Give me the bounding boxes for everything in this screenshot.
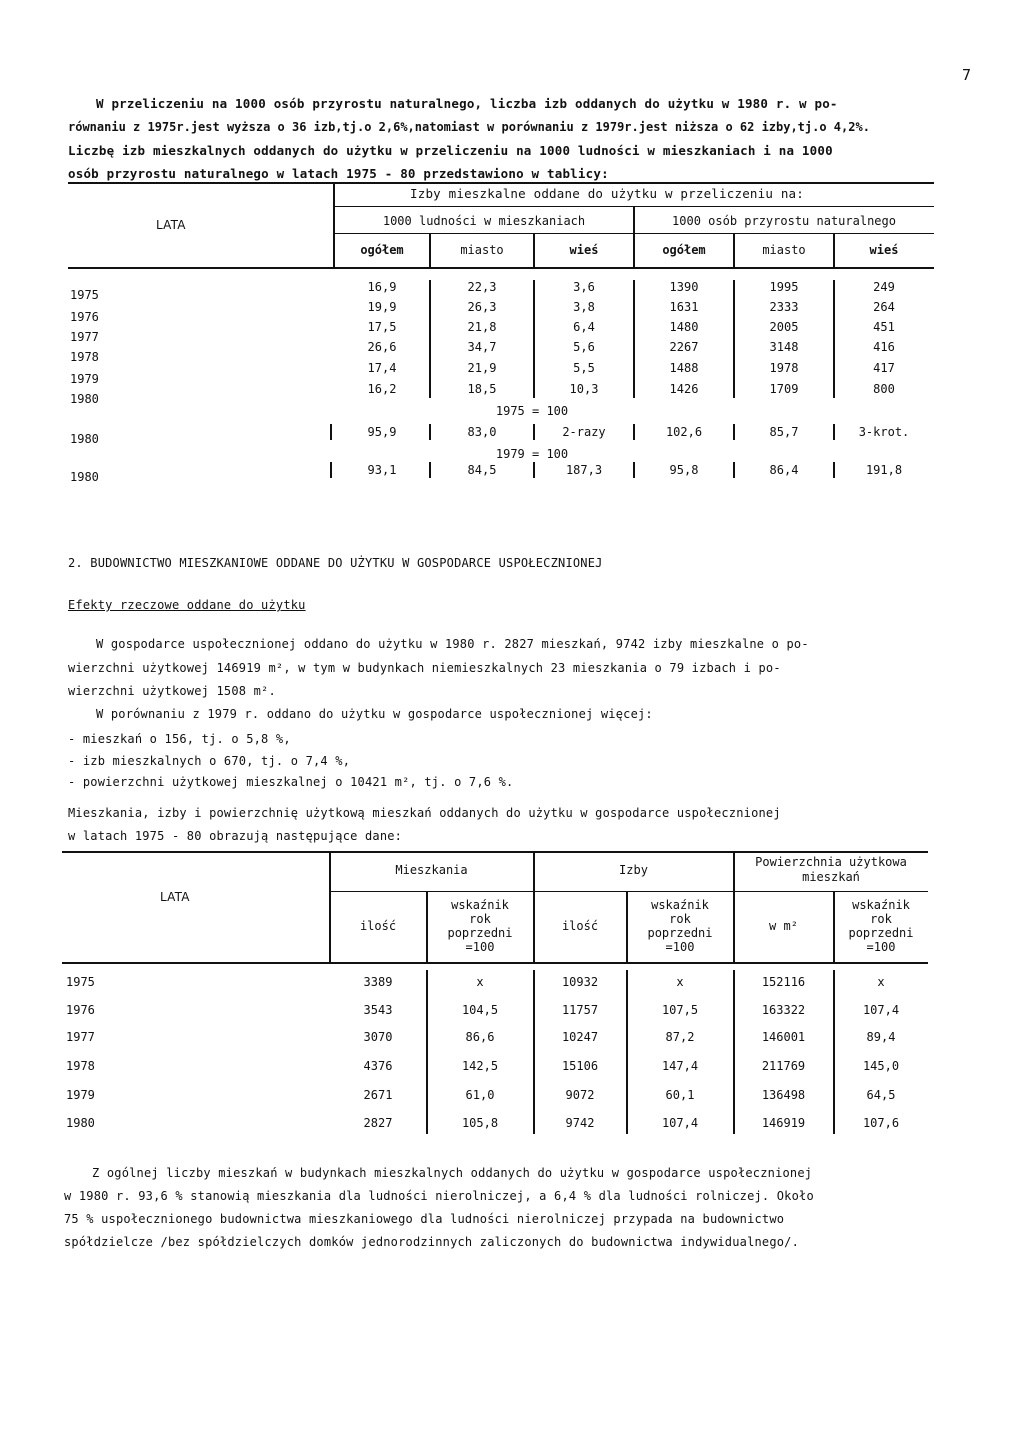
cell: 3148 xyxy=(769,340,799,354)
table2-col-header xyxy=(627,898,733,954)
header-text: wskaźnik xyxy=(651,898,709,912)
table1-divider xyxy=(330,424,332,440)
row-year: 1980 xyxy=(70,392,99,406)
cell: 1390 xyxy=(669,280,699,294)
cell: 107,6 xyxy=(862,1116,900,1130)
header-text: poprzedni xyxy=(848,926,914,940)
row-year: 1980 xyxy=(66,1116,95,1130)
table2-divider xyxy=(426,970,428,1134)
header-text: rok xyxy=(870,912,892,926)
table1-col-header: miasto xyxy=(460,243,504,257)
row-year: 1975 xyxy=(66,975,95,989)
cell: 1488 xyxy=(669,361,699,375)
cell: 2671 xyxy=(363,1088,393,1102)
cell: 15106 xyxy=(561,1059,599,1073)
table2-top-rule xyxy=(62,851,928,853)
table1-divider xyxy=(633,207,635,267)
cell: 26,3 xyxy=(467,300,497,314)
bullet-item: - mieszkań o 156, tj. o 5,8 %, xyxy=(68,732,291,746)
cell: 17,4 xyxy=(367,361,397,375)
row-year: 1979 xyxy=(66,1088,95,1102)
intro-line-2: równaniu z 1975r.jest wyższa o 36 izb,tj.o 2,6%,natomiast w porównaniu z 1979r.jest niższa o 62 izby,tj.o 4,2%. xyxy=(68,120,870,134)
cell: 21,9 xyxy=(467,361,497,375)
row-year: 1976 xyxy=(66,1003,95,1017)
table1-group2-header: 1000 osób przyrostu naturalnego xyxy=(672,214,896,228)
paragraph-line: W gospodarce uspołecznionej oddano do użytku w 1980 r. 2827 mieszkań, 9742 izby mieszkalne o po- xyxy=(96,637,809,651)
table2-col-header: ilość xyxy=(359,919,397,933)
cell: 2005 xyxy=(769,320,799,334)
cell: 147,4 xyxy=(661,1059,699,1073)
table1-lata-header: LATA xyxy=(156,218,186,232)
bullet-item: - izb mieszkalnych o 670, tj. o 7,4 %, xyxy=(68,754,351,768)
table1-divider xyxy=(733,280,735,398)
cell: 16,2 xyxy=(367,382,397,396)
row-year: 1980 xyxy=(70,470,99,484)
cell: 136498 xyxy=(761,1088,806,1102)
cell: 22,3 xyxy=(467,280,497,294)
section-subheading: Efekty rzeczowe oddane do użytku xyxy=(68,598,306,612)
cell: x xyxy=(676,975,684,989)
paragraph-line: W porównaniu z 1979 r. oddano do użytku w gospodarce uspołecznionej więcej: xyxy=(96,707,653,721)
table1-divider xyxy=(733,234,735,267)
table1-top-rule xyxy=(68,182,934,184)
header-text: wskaźnik xyxy=(451,898,509,912)
cell: 17,5 xyxy=(367,320,397,334)
cell: 11757 xyxy=(561,1003,599,1017)
cell: 86,4 xyxy=(769,463,799,477)
paragraph-line: w 1980 r. 93,6 % stanowią mieszkania dla ludności nierolniczej, a 6,4 % dla ludności rolniczej. Około xyxy=(64,1189,814,1203)
cell: 3-krot. xyxy=(858,425,910,439)
table2-col-header: ilość xyxy=(561,919,599,933)
table1-divider xyxy=(330,462,332,478)
cell: 95,8 xyxy=(669,463,699,477)
cell: 5,6 xyxy=(573,340,595,354)
cell: 89,4 xyxy=(866,1030,896,1044)
cell: 9072 xyxy=(565,1088,595,1102)
cell: 800 xyxy=(873,382,895,396)
cell: 83,0 xyxy=(467,425,497,439)
header-text: rok xyxy=(669,912,691,926)
cell: x xyxy=(877,975,885,989)
paragraph-line: Z ogólnej liczby mieszkań w budynkach mieszkalnych oddanych do użytku w gospodarce uspołecznionej xyxy=(92,1166,813,1180)
table1-col-header: wieś xyxy=(569,243,599,257)
section-heading: 2. BUDOWNICTWO MIESZKANIOWE ODDANE DO UŻYTKU W GOSPODARCE USPOŁECZNIONEJ xyxy=(68,556,603,570)
cell: 104,5 xyxy=(461,1003,499,1017)
cell: 10932 xyxy=(561,975,599,989)
cell: 1426 xyxy=(669,382,699,396)
cell: 60,1 xyxy=(665,1088,695,1102)
cell: 26,6 xyxy=(367,340,397,354)
cell: 34,7 xyxy=(467,340,497,354)
row-year: 1976 xyxy=(70,310,99,324)
cell: 145,0 xyxy=(862,1059,900,1073)
paragraph-line: w latach 1975 - 80 obrazują następujące dane: xyxy=(68,829,403,843)
table1-col-header: miasto xyxy=(762,243,806,257)
cell: 93,1 xyxy=(367,463,397,477)
cell: 2-razy xyxy=(562,425,606,439)
table1-divider xyxy=(833,234,835,267)
page-number: 7 xyxy=(962,66,972,84)
cell: 146001 xyxy=(761,1030,806,1044)
cell: 211769 xyxy=(761,1059,806,1073)
cell: 102,6 xyxy=(665,425,703,439)
cell: 146919 xyxy=(761,1116,806,1130)
header-text: =100 xyxy=(665,940,695,954)
cell: 107,4 xyxy=(862,1003,900,1017)
cell: 417 xyxy=(873,361,895,375)
cell: 142,5 xyxy=(461,1059,499,1073)
table1-main-header: Izby mieszkalne oddane do użytku w przeliczeniu na: xyxy=(410,186,805,201)
cell: 2333 xyxy=(769,300,799,314)
cell: 191,8 xyxy=(865,463,903,477)
cell: 95,9 xyxy=(367,425,397,439)
cell: 64,5 xyxy=(866,1088,896,1102)
table1-divider xyxy=(533,280,535,398)
cell: 5,5 xyxy=(573,361,595,375)
cell: 107,5 xyxy=(661,1003,699,1017)
cell: 1978 xyxy=(769,361,799,375)
table1-divider xyxy=(429,280,431,398)
intro-line-1: W przeliczeniu na 1000 osób przyrostu naturalnego, liczba izb oddanych do użytku w 1980 r. w po- xyxy=(96,96,838,111)
cell: 9742 xyxy=(565,1116,595,1130)
cell: 61,0 xyxy=(465,1088,495,1102)
cell: 1480 xyxy=(669,320,699,334)
paragraph-line: wierzchni użytkowej 1508 m². xyxy=(68,684,276,698)
table2-col-header xyxy=(427,898,533,954)
cell: 451 xyxy=(873,320,895,334)
cell: 3389 xyxy=(363,975,393,989)
header-text: =100 xyxy=(866,940,896,954)
paragraph-line: Mieszkania, izby i powierzchnię użytkową mieszkań oddanych do użytku w gospodarce uspołecznionej xyxy=(68,806,781,820)
cell: 3543 xyxy=(363,1003,393,1017)
header-text: poprzedni xyxy=(647,926,713,940)
cell: 1709 xyxy=(769,382,799,396)
cell: 249 xyxy=(873,280,895,294)
intro-line-3: Liczbę izb mieszkalnych oddanych do użytku w przeliczeniu na 1000 ludności w mieszkaniach i na 1000 xyxy=(68,143,833,158)
cell: 85,7 xyxy=(769,425,799,439)
cell: 163322 xyxy=(761,1003,806,1017)
row-year: 1979 xyxy=(70,372,99,386)
table2-group-header: Mieszkania xyxy=(395,863,468,877)
table1-col-header: wieś xyxy=(869,243,899,257)
table2-group-header: Izby xyxy=(619,863,648,877)
table1-col-header: ogółem xyxy=(662,243,706,257)
cell: 6,4 xyxy=(573,320,595,334)
intro-line-4: osób przyrostu naturalnego w latach 1975 - 80 przedstawiono w tablicy: xyxy=(68,166,609,181)
cell: 2267 xyxy=(669,340,699,354)
table1-divider xyxy=(833,280,835,398)
cell: 264 xyxy=(873,300,895,314)
cell: 84,5 xyxy=(467,463,497,477)
table1-col-header: ogółem xyxy=(360,243,404,257)
table2-divider xyxy=(833,970,835,1134)
paragraph-line: wierzchni użytkowej 146919 m², w tym w budynkach niemieszkalnych 23 mieszkania o 79 izbach i po- xyxy=(68,661,781,675)
cell: 19,9 xyxy=(367,300,397,314)
header-text: =100 xyxy=(465,940,495,954)
cell: 21,8 xyxy=(467,320,497,334)
table2-header-bottom-rule xyxy=(62,962,928,964)
row-year: 1977 xyxy=(66,1030,95,1044)
table2-col-header xyxy=(834,898,928,954)
row-year: 1978 xyxy=(70,350,99,364)
header-text: wskaźnik xyxy=(852,898,910,912)
header-text: rok xyxy=(469,912,491,926)
table1-group1-header: 1000 ludności w mieszkaniach xyxy=(382,214,586,228)
table2-lata-header: LATA xyxy=(160,890,190,904)
cell: 86,6 xyxy=(465,1030,495,1044)
cell: 87,2 xyxy=(665,1030,695,1044)
cell: 3,6 xyxy=(573,280,595,294)
paragraph-line: 75 % uspołecznionego budownictwa mieszkaniowego dla ludności nierolniczej przypada na budownictwo xyxy=(64,1212,785,1226)
cell: 1995 xyxy=(769,280,799,294)
table1-divider xyxy=(633,280,635,398)
cell: 187,3 xyxy=(565,463,603,477)
cell: 10247 xyxy=(561,1030,599,1044)
cell: 10,3 xyxy=(569,382,599,396)
cell: x xyxy=(476,975,484,989)
cell: 416 xyxy=(873,340,895,354)
paragraph-line: spółdzielcze /bez spółdzielczych domków jednorodzinnych zaliczonych do budownictwa indywidualnego/. xyxy=(64,1235,800,1249)
cell: 105,8 xyxy=(461,1116,499,1130)
cell: 152116 xyxy=(761,975,806,989)
header-text: poprzedni xyxy=(447,926,513,940)
cell: 16,9 xyxy=(367,280,397,294)
table2-group-header: Powierzchnia użytkowa xyxy=(755,855,907,869)
cell: 3070 xyxy=(363,1030,393,1044)
table1-header-rule xyxy=(334,233,934,234)
table1-base-1975: 1975 = 100 xyxy=(495,404,569,418)
cell: 107,4 xyxy=(661,1116,699,1130)
cell: 2827 xyxy=(363,1116,393,1130)
table2-divider xyxy=(533,970,535,1134)
cell: 3,8 xyxy=(573,300,595,314)
table1-divider xyxy=(429,234,431,267)
table2-group-header: mieszkań xyxy=(802,870,860,884)
cell: 18,5 xyxy=(467,382,497,396)
cell: 1631 xyxy=(669,300,699,314)
table2-col-header: w m² xyxy=(769,919,798,933)
row-year: 1978 xyxy=(66,1059,95,1073)
row-year: 1980 xyxy=(70,432,99,446)
bullet-item: - powierzchni użytkowej mieszkalnej o 10421 m², tj. o 7,6 %. xyxy=(68,775,514,789)
cell: 4376 xyxy=(363,1059,393,1073)
row-year: 1977 xyxy=(70,330,99,344)
table1-header-bottom-rule xyxy=(68,267,934,269)
table2-header-rule xyxy=(330,891,928,892)
table1-base-1979: 1979 = 100 xyxy=(495,447,569,461)
table2-divider xyxy=(626,970,628,1134)
row-year: 1975 xyxy=(70,288,99,302)
table1-divider xyxy=(533,234,535,267)
table2-divider xyxy=(733,970,735,1134)
